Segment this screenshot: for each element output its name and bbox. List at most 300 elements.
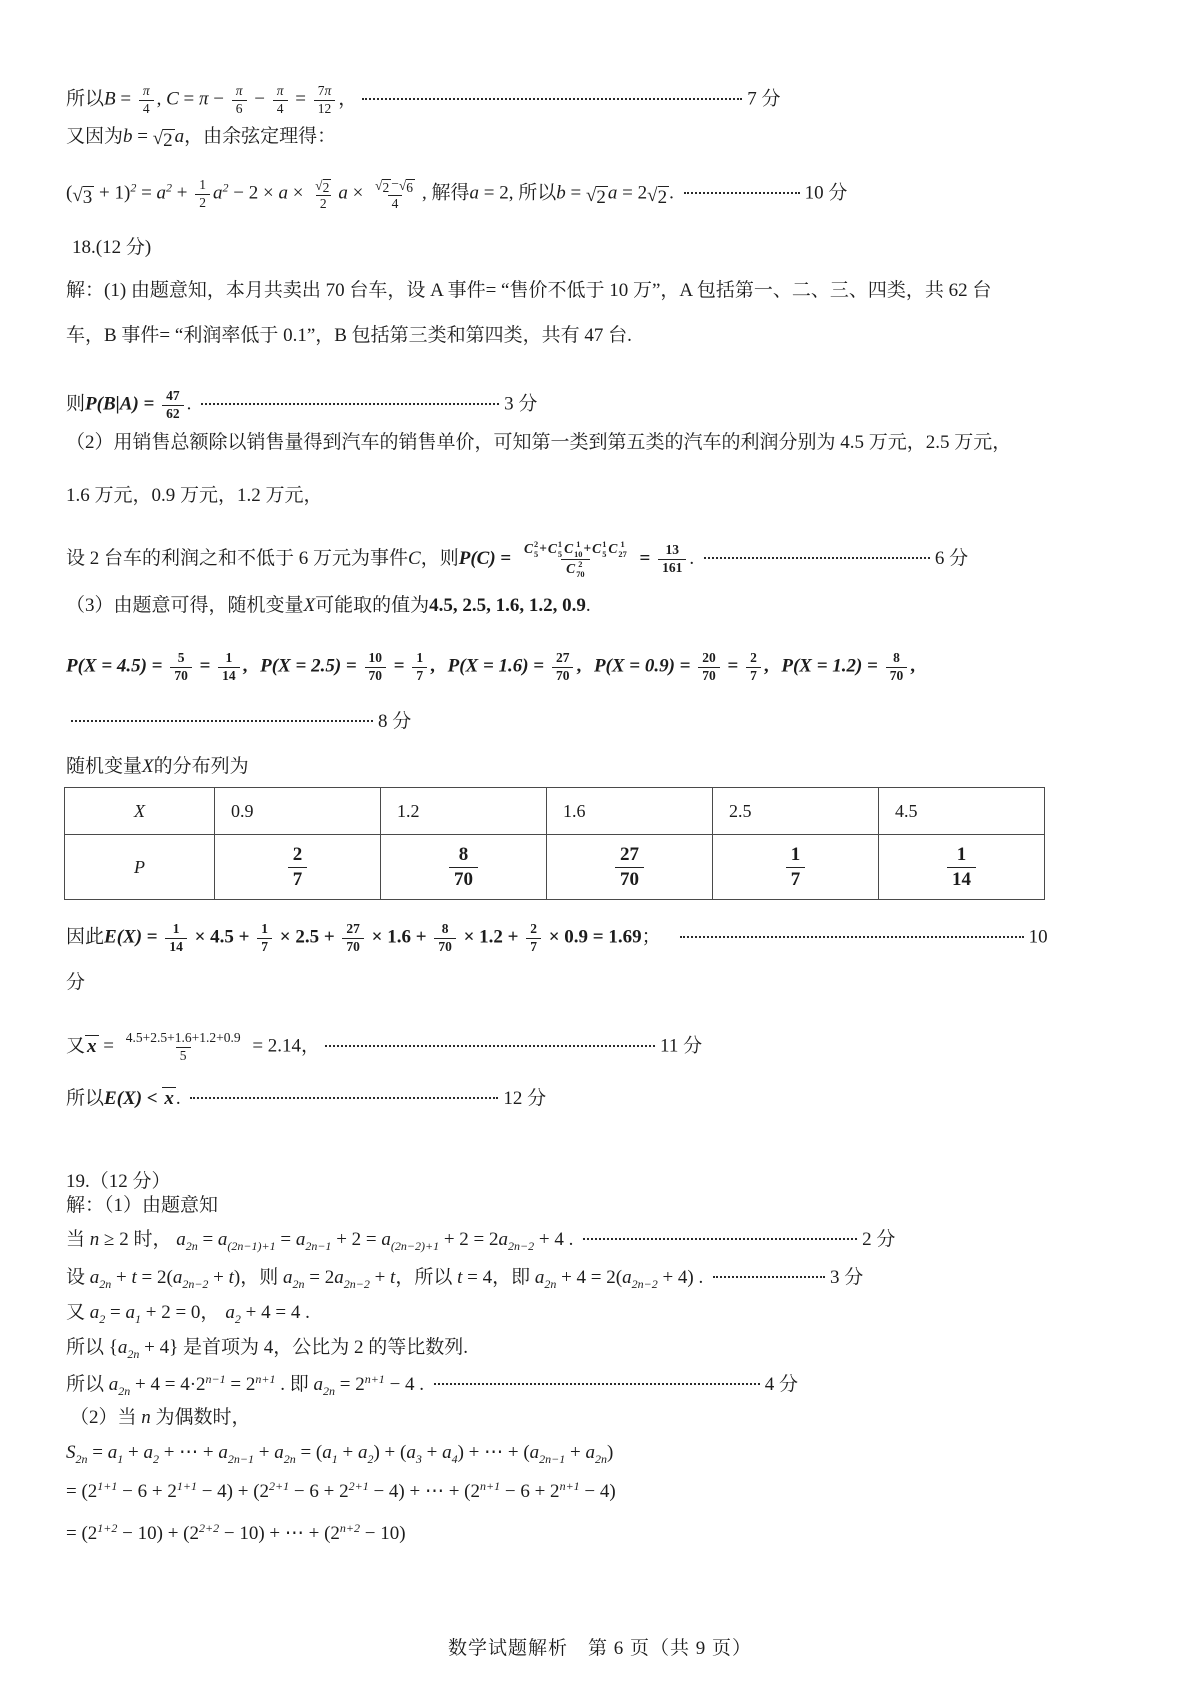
text-run: + xyxy=(369,1267,391,1288)
variable-value-cell: 1.6 xyxy=(547,788,713,835)
math-superscript: 2+1 xyxy=(269,1479,290,1493)
text-run: = xyxy=(341,655,362,677)
text-run: . 即 xyxy=(275,1374,314,1395)
math-var: a xyxy=(174,126,185,147)
text-run: ，所以 xyxy=(395,1267,458,1288)
sqrt-sign: √ xyxy=(647,184,658,206)
fraction-denominator: 70 xyxy=(552,667,574,685)
math-fraction xyxy=(218,650,240,685)
math-fraction xyxy=(552,650,574,685)
text-run: 的分布列为 xyxy=(153,756,249,777)
math-var: a xyxy=(334,1267,344,1288)
text-run: − xyxy=(391,176,399,191)
math-fraction xyxy=(162,388,184,423)
math-subscript: 2n−2 xyxy=(343,1277,370,1291)
combination-scripts xyxy=(558,540,562,559)
sqrt-sign: √ xyxy=(152,128,164,149)
text-run: = ( xyxy=(295,1442,323,1463)
combination-scripts xyxy=(618,540,626,559)
fraction-denominator: 4 xyxy=(273,100,288,118)
variable-label-cell: X xyxy=(65,788,215,835)
text-run: 因此 xyxy=(66,926,105,948)
q18-part2-answer-line xyxy=(66,540,968,580)
text-run: = xyxy=(105,1302,126,1323)
math-var: a xyxy=(274,1442,284,1463)
combination-superscript: 1 xyxy=(576,540,581,549)
math-fraction xyxy=(195,177,210,212)
sqrt-radicand: 2 xyxy=(657,186,668,208)
text-run: = xyxy=(634,548,656,570)
math-fraction xyxy=(314,83,336,118)
text-run: − 6 + 2 xyxy=(289,1481,349,1502)
dotted-leader xyxy=(680,935,1024,938)
text-run: = xyxy=(147,655,168,677)
q19-sum-expand-line xyxy=(66,1443,613,1465)
fraction-numerator: 1 xyxy=(261,921,268,936)
text-run: + xyxy=(421,1442,443,1463)
math-fraction xyxy=(273,83,288,118)
text-run: 又 xyxy=(66,1302,90,1323)
math-fraction xyxy=(746,650,761,685)
math-fraction xyxy=(342,921,364,956)
math-superscript: n+1 xyxy=(255,1372,276,1386)
fraction-numerator xyxy=(232,83,247,100)
text-run: = xyxy=(197,1229,218,1250)
q19-geometric-line xyxy=(66,1338,468,1360)
text-run: = xyxy=(389,655,410,677)
math-combination xyxy=(524,540,538,559)
text-run: 4.5, 2.5, 1.6, 1.2, 0.9 xyxy=(429,595,586,616)
q18-distribution-caption-line xyxy=(66,757,249,776)
math-var: P(X = 4.5) xyxy=(66,655,148,677)
combination-subscript: 10 xyxy=(574,549,583,559)
math-combination xyxy=(566,560,584,579)
text-run: 则 xyxy=(66,393,86,415)
text-run: = xyxy=(132,126,153,147)
q19-part1-intro-line xyxy=(66,1196,218,1215)
text-run: . xyxy=(585,595,591,616)
dotted-leader xyxy=(704,556,930,559)
fraction-denominator: 4 xyxy=(139,100,154,118)
math-fraction xyxy=(257,921,272,956)
fraction-numerator xyxy=(139,83,154,100)
text-run: 7 分 xyxy=(747,88,781,110)
q18-header-line xyxy=(72,238,151,257)
text-run: = xyxy=(178,88,200,110)
dotted-leader xyxy=(71,719,373,722)
combination-scripts xyxy=(602,540,606,559)
fraction-numerator: 1 xyxy=(956,843,967,865)
text-run: + 2 = 0， xyxy=(140,1302,220,1323)
math-var: π xyxy=(199,88,209,110)
probability-label-cell: P xyxy=(65,835,215,900)
text-run: 可能取的值为 xyxy=(315,595,430,616)
math-var: b xyxy=(123,126,133,147)
math-var: a xyxy=(534,1267,545,1288)
math-subscript: 2n xyxy=(185,1239,198,1253)
fraction-denominator: 70 xyxy=(365,667,387,685)
text-run: − 4) xyxy=(579,1481,616,1502)
math-var: a xyxy=(529,1442,540,1463)
math-var: b xyxy=(556,182,566,204)
variable-value-cell: 2.5 xyxy=(713,788,879,835)
fraction-denominator: 14 xyxy=(218,667,240,685)
fraction-numerator: 2 xyxy=(750,650,757,665)
math-var: a xyxy=(108,1374,119,1395)
text-run: ，由余弦定理得： xyxy=(184,126,337,147)
text-run: )，则 xyxy=(233,1267,283,1288)
math-subscript: 2n xyxy=(99,1277,112,1291)
text-run: × 0.9 = 1.69 xyxy=(543,926,642,948)
math-fraction xyxy=(886,650,908,685)
fraction-numerator: 8 xyxy=(893,650,900,665)
combination-base: C xyxy=(564,541,574,557)
math-subscript: 2n xyxy=(283,1452,296,1466)
math-fraction xyxy=(526,921,541,956)
text-run: （2）用销售总额除以销售量得到汽车的销售单价，可知第一类到第五类的汽车的利润分别为 4.5 万元，2.5 万元， xyxy=(66,432,1012,453)
fraction-denominator: 70 xyxy=(342,938,364,956)
text-run: − 4) + ⋯ + (2 xyxy=(368,1481,481,1502)
combination-base: C xyxy=(566,561,576,577)
fraction-numerator: 8 xyxy=(458,843,469,865)
math-subscript: 2 xyxy=(234,1312,241,1326)
math-fraction xyxy=(139,83,154,118)
fraction-denominator: 6 xyxy=(232,100,247,118)
math-var: P(C) xyxy=(458,548,496,570)
math-var: a xyxy=(125,1302,135,1323)
fraction-denominator xyxy=(561,559,589,579)
text-run: 车，B 事件= “利润率低于 0.1”，B 包括第三类和第四类，共有 47 台. xyxy=(66,325,632,346)
variable-value-cell: 1.2 xyxy=(381,788,547,835)
math-var: a xyxy=(442,1442,452,1463)
math-var: X xyxy=(142,756,154,777)
math-var: a xyxy=(313,1374,323,1395)
text-run: + xyxy=(208,1267,229,1288)
combination-superscript: 2 xyxy=(578,560,583,570)
q17-cosine-solve-line xyxy=(66,176,847,212)
math-var: a xyxy=(176,1229,186,1250)
combination-scripts xyxy=(574,540,582,559)
math-var: a xyxy=(156,182,167,204)
q18-part1-line1 xyxy=(66,281,991,300)
math-fraction xyxy=(232,83,247,118)
text-run: ) xyxy=(606,1442,614,1463)
math-var: a xyxy=(278,182,288,204)
text-run: = 2 xyxy=(334,1374,365,1395)
fraction-denominator: 7 xyxy=(526,938,541,956)
math-subscript: 2 xyxy=(152,1452,159,1466)
combination-subscript: 27 xyxy=(618,549,627,559)
fraction-numerator: 1 xyxy=(199,176,206,192)
math-superscript: n+1 xyxy=(480,1479,501,1493)
text-run: × xyxy=(287,182,309,204)
math-var: a xyxy=(217,1229,228,1250)
text-run: = xyxy=(115,88,136,110)
math-subscript: 2 xyxy=(99,1312,106,1326)
math-sqrt xyxy=(315,179,331,195)
text-run: = 2( xyxy=(136,1267,173,1288)
math-var: C xyxy=(166,88,179,110)
text-run: = xyxy=(138,393,160,415)
math-superscript: n−1 xyxy=(205,1372,226,1386)
q18-part1-line2 xyxy=(66,326,632,345)
combination-base: C xyxy=(608,541,618,557)
distribution-table-wrap xyxy=(64,787,1045,900)
q18-conclusion-line xyxy=(66,1087,546,1109)
math-fraction xyxy=(786,843,806,892)
text-run: 11 分 xyxy=(660,1035,703,1057)
combination-superscript: 1 xyxy=(602,540,607,549)
q18-part1-answer-line xyxy=(66,388,537,423)
fraction-numerator: 2 xyxy=(292,843,303,865)
math-subscript: 2n−2 xyxy=(182,1277,209,1291)
text-run: 解：(1) 由题意知，本月共卖出 70 台车，设 A 事件= “售价不低于 10 万”，A 包括第一、二、三、四类，共 62 台 xyxy=(66,280,992,301)
math-var: a xyxy=(585,1442,595,1463)
sqrt-radicand: 2 xyxy=(596,186,606,208)
fraction-denominator: 70 xyxy=(615,867,644,892)
math-var: P(B|A) xyxy=(85,393,139,415)
text-run: 8 分 xyxy=(378,711,412,732)
math-sqrt xyxy=(72,186,94,207)
math-overline: x xyxy=(164,1088,174,1109)
text-run: = (2 xyxy=(66,1481,98,1502)
math-subscript: 3 xyxy=(415,1452,422,1466)
page-footer xyxy=(0,1633,1200,1660)
sqrt-sign: √ xyxy=(398,178,407,193)
text-run: + xyxy=(111,1267,132,1288)
text-run: , xyxy=(576,655,586,677)
fraction-denominator: 7 xyxy=(746,667,761,685)
text-run: 又 xyxy=(66,1035,86,1057)
math-combination xyxy=(548,540,562,559)
text-run: × 2.5 + xyxy=(275,926,340,948)
text-run: + xyxy=(583,540,592,556)
combination-superscript: 1 xyxy=(620,540,625,549)
text-run: 分 xyxy=(66,972,86,993)
math-var: a xyxy=(406,1442,416,1463)
math-subscript: 2 xyxy=(367,1452,374,1466)
text-run: , xyxy=(156,88,167,110)
text-run: 设 xyxy=(66,1267,90,1288)
sqrt-sign: √ xyxy=(375,178,383,193)
math-var: P(X = 1.6) xyxy=(447,655,529,677)
math-var: a xyxy=(381,1229,391,1250)
fraction-denominator: 2 xyxy=(195,194,210,212)
text-run: = xyxy=(290,88,311,110)
q19-header-line xyxy=(66,1172,171,1191)
sqrt-sign: √ xyxy=(585,184,597,206)
variable-value-cell: 0.9 xyxy=(215,788,381,835)
text-run: 当 xyxy=(66,1229,90,1250)
fraction-denominator: 62 xyxy=(162,405,184,423)
math-overline: x xyxy=(87,1035,97,1057)
text-run: . xyxy=(175,1088,186,1109)
fraction-denominator: 5 xyxy=(176,1047,191,1065)
math-var: a xyxy=(322,1442,332,1463)
math-sqrt xyxy=(375,179,391,195)
text-run: 12 分 xyxy=(503,1088,547,1109)
text-run: 2 分 xyxy=(862,1229,896,1250)
fraction-numerator: 27 xyxy=(555,650,570,665)
math-var: S xyxy=(66,1442,76,1463)
text-run: , 解得 xyxy=(422,182,470,204)
math-var: a xyxy=(89,1267,100,1288)
math-combination xyxy=(608,540,626,559)
text-run: − 2 × xyxy=(228,182,279,204)
dotted-leader xyxy=(201,402,499,405)
text-run: 1.6 万元，0.9 万元，1.2 万元， xyxy=(66,485,323,506)
math-superscript: n+2 xyxy=(339,1521,361,1535)
q19-sum-powers-line xyxy=(66,1480,616,1501)
fraction-denominator: 14 xyxy=(165,938,187,956)
distribution-table xyxy=(64,787,1045,900)
text-run: 所以 xyxy=(66,1088,105,1109)
text-run: + xyxy=(172,182,193,204)
fraction-numerator: 4.5+2.5+1.6+1.2+0.9 xyxy=(125,1030,241,1045)
math-var: a xyxy=(213,182,223,204)
text-run: ) + ( xyxy=(373,1442,407,1463)
math-superscript: n+1 xyxy=(364,1372,385,1386)
fraction-denominator: 70 xyxy=(449,867,478,892)
text-run: + 4 . xyxy=(534,1229,579,1250)
text-run: + 4} 是首项为 4，公比为 2 的等比数列. xyxy=(139,1337,468,1358)
text-run: 3 分 xyxy=(830,1267,864,1288)
text-run: = xyxy=(142,926,163,948)
math-subscript: (2n−1)+1 xyxy=(227,1239,276,1253)
fraction-denominator: 4 xyxy=(388,195,403,213)
math-fraction xyxy=(615,843,644,892)
fraction-numerator: 47 xyxy=(166,388,180,403)
fraction-numerator: 1 xyxy=(225,650,233,665)
text-run: = 2, 所以 xyxy=(479,182,557,204)
dotted-leader xyxy=(434,1382,760,1385)
q18-part3-score8-line xyxy=(66,712,411,731)
text-run: 为偶数时， xyxy=(150,1407,251,1428)
text-run: + 4 = 4 . xyxy=(240,1302,310,1323)
text-run: + xyxy=(253,1442,275,1463)
text-run: 10 xyxy=(1028,926,1048,948)
q19-recurrence-line xyxy=(66,1230,895,1252)
text-run: × xyxy=(347,182,369,204)
fraction-denominator: 161 xyxy=(658,559,686,577)
math-var: π xyxy=(142,83,150,98)
fraction-numerator xyxy=(371,176,419,195)
fraction-numerator: 13 xyxy=(665,542,679,558)
sqrt-sign: √ xyxy=(315,178,323,193)
text-run: = xyxy=(674,655,696,677)
sqrt-radicand: 2 xyxy=(163,130,173,151)
text-run: = (2 xyxy=(66,1523,98,1544)
q18-expectation-line xyxy=(66,921,1048,956)
math-subscript: 2n xyxy=(322,1384,335,1398)
text-run: , xyxy=(910,655,915,677)
math-sqrt xyxy=(399,179,415,195)
text-run: × 1.2 + xyxy=(458,926,524,948)
text-run: + xyxy=(539,540,547,556)
combination-scripts xyxy=(576,560,584,579)
math-var: t xyxy=(390,1267,396,1288)
text-run: 10 分 xyxy=(804,182,848,204)
fraction-numerator: 2 xyxy=(530,921,537,936)
q18-mean-line xyxy=(66,1030,702,1065)
math-var: P(X = 0.9) xyxy=(593,655,675,677)
dotted-leader xyxy=(713,1275,825,1278)
combination-base: C xyxy=(547,541,557,557)
text-run: ； xyxy=(641,926,661,948)
math-subscript: 1 xyxy=(134,1312,141,1326)
q18-score10-wrap-line xyxy=(66,973,85,992)
math-var: n xyxy=(141,1407,151,1428)
math-superscript: 2+2 xyxy=(199,1521,220,1535)
text-run: − 4) + (2 xyxy=(196,1481,270,1502)
text-run: + ⋯ + xyxy=(158,1442,219,1463)
math-var: a xyxy=(107,1442,118,1463)
math-subscript: 2n xyxy=(594,1452,607,1466)
text-run: + 4 = 2( xyxy=(556,1267,623,1288)
text-run: 6 分 xyxy=(934,548,969,570)
math-var: a xyxy=(357,1442,368,1463)
text-run: ( xyxy=(66,182,73,204)
sqrt-radicand: 6 xyxy=(406,180,414,195)
text-run: 所以 xyxy=(66,1374,109,1395)
math-var: a xyxy=(172,1267,183,1288)
fraction-denominator: 7 xyxy=(786,867,806,892)
text-run: 解：（1）由题意知 xyxy=(66,1195,219,1216)
math-subscript: 2n xyxy=(127,1347,140,1361)
math-fraction xyxy=(698,650,720,685)
fraction-numerator xyxy=(273,83,288,100)
math-fraction xyxy=(122,1030,245,1065)
fraction-numerator: 27 xyxy=(346,921,360,936)
math-var: P(X = 1.2) xyxy=(781,655,863,677)
math-fraction xyxy=(412,650,427,685)
text-run: , xyxy=(430,655,440,677)
q19-part2-intro-line xyxy=(70,1408,251,1427)
text-run: − 10) + ⋯ + (2 xyxy=(219,1523,340,1544)
q18-part3-intro-line xyxy=(66,596,591,615)
math-fraction xyxy=(658,542,686,577)
math-var: E(X) xyxy=(104,1088,143,1109)
text-run: − xyxy=(208,88,229,110)
text-run: 7 xyxy=(317,83,325,98)
math-subscript: 2n xyxy=(75,1452,88,1466)
text-run: − 6 + 2 xyxy=(500,1481,560,1502)
math-var: a xyxy=(295,1229,306,1250)
dotted-leader xyxy=(190,1096,498,1099)
fraction-denominator: 70 xyxy=(170,667,192,685)
math-subscript: 2n−2 xyxy=(631,1277,658,1291)
math-sqrt xyxy=(647,186,669,207)
math-fraction xyxy=(365,650,387,685)
math-superscript: 1+1 xyxy=(97,1479,118,1493)
fraction-numerator: 1 xyxy=(172,921,180,936)
dotted-leader xyxy=(583,1237,857,1240)
text-run: + 4 = 4·2 xyxy=(130,1374,206,1395)
text-run: 3 分 xyxy=(504,393,538,415)
q19-substitution-line xyxy=(66,1268,863,1290)
math-var: n xyxy=(89,1229,100,1250)
dotted-leader xyxy=(362,97,742,100)
math-var: a xyxy=(89,1302,100,1323)
math-superscript: 2 xyxy=(130,180,137,195)
math-subscript: 4 xyxy=(451,1452,458,1466)
text-run: 设 2 台车的利润之和不低于 6 万元为事件 xyxy=(66,548,409,570)
fraction-denominator: 70 xyxy=(698,667,720,685)
math-superscript: 1+2 xyxy=(97,1521,118,1535)
math-fraction xyxy=(288,843,308,892)
fraction-numerator: 10 xyxy=(368,650,383,665)
math-var: t xyxy=(228,1267,234,1288)
